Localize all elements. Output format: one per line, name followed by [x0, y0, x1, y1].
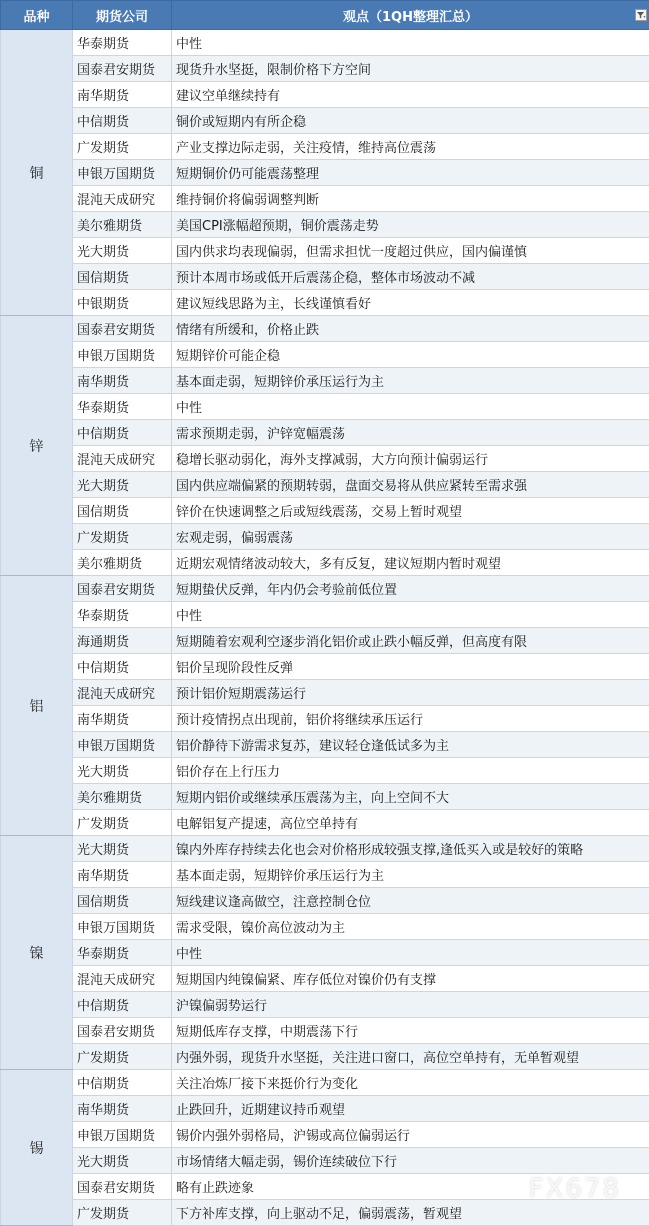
table-row — [1, 784, 649, 810]
company-cell[interactable]: 南华期货 — [73, 862, 172, 888]
table-row — [1, 1200, 649, 1226]
company-cell[interactable]: 中信期货 — [73, 108, 172, 134]
company-cell[interactable]: 光大期货 — [73, 472, 172, 498]
company-cell[interactable]: 国泰君安期货 — [73, 316, 172, 342]
view-cell[interactable]: 现货升水坚挺，限制价格下方空间 — [172, 56, 649, 82]
view-cell[interactable]: 产业支撑边际走弱，关注疫情，维持高位震荡 — [172, 134, 649, 160]
company-cell[interactable]: 申银万国期货 — [73, 342, 172, 368]
view-cell[interactable]: 短期蛰伏反弹，年内仍会考验前低位置 — [172, 576, 649, 602]
view-cell[interactable]: 镍内外库存持续去化也会对价格形成较强支撑,逢低买入或是较好的策略 — [172, 836, 649, 862]
view-cell[interactable]: 情绪有所缓和，价格止跌 — [172, 316, 649, 342]
company-cell[interactable]: 广发期货 — [73, 1200, 172, 1226]
view-cell[interactable]: 稳增长驱动弱化，海外支撑减弱，大方向预计偏弱运行 — [172, 446, 649, 472]
view-cell[interactable]: 需求预期走弱，沪锌宽幅震荡 — [172, 420, 649, 446]
table-row — [1, 992, 649, 1018]
company-cell[interactable]: 南华期货 — [73, 82, 172, 108]
view-cell[interactable]: 需求受限，镍价高位波动为主 — [172, 914, 649, 940]
company-cell[interactable]: 广发期货 — [73, 134, 172, 160]
view-cell[interactable]: 预计铝价短期震荡运行 — [172, 680, 649, 706]
company-cell[interactable]: 混沌天成研究 — [73, 680, 172, 706]
view-cell[interactable]: 内强外弱，现货升水坚挺，关注进口窗口，高位空单持有，无单暂观望 — [172, 1044, 649, 1070]
view-cell[interactable]: 短期随着宏观利空逐步消化铝价或止跌小幅反弹，但高度有限 — [172, 628, 649, 654]
company-cell[interactable]: 混沌天成研究 — [73, 966, 172, 992]
table-row — [1, 966, 649, 992]
header-view-label: 观点（1QH整理汇总） — [343, 10, 478, 25]
view-cell[interactable]: 建议空单继续持有 — [172, 82, 649, 108]
table-row — [1, 316, 649, 342]
company-cell[interactable]: 申银万国期货 — [73, 732, 172, 758]
variety-cell[interactable]: 铜 — [1, 30, 73, 316]
view-cell[interactable]: 基本面走弱，短期锌价承压运行为主 — [172, 862, 649, 888]
company-cell[interactable]: 海通期货 — [73, 628, 172, 654]
view-cell[interactable]: 略有止跌迹象 — [172, 1174, 649, 1200]
view-cell[interactable]: 短期内铝价或继续承压震荡为主，向上空间不大 — [172, 784, 649, 810]
table-row — [1, 1018, 649, 1044]
company-cell[interactable]: 国信期货 — [73, 264, 172, 290]
view-cell[interactable]: 基本面走弱，短期锌价承压运行为主 — [172, 368, 649, 394]
company-cell[interactable]: 申银万国期货 — [73, 160, 172, 186]
header-variety[interactable]: 品种 — [1, 1, 73, 30]
view-cell[interactable]: 关注冶炼厂接下来挺价行为变化 — [172, 1070, 649, 1096]
view-cell[interactable]: 锌价在快速调整之后或短线震荡，交易上暂时观望 — [172, 498, 649, 524]
table-row — [1, 1096, 649, 1122]
watermark-logo: FX678 — [529, 1174, 621, 1204]
view-cell[interactable]: 美国CPI涨幅超预期，铜价震荡走势 — [172, 212, 649, 238]
view-cell[interactable]: 短期铜价仍可能震荡整理 — [172, 160, 649, 186]
view-cell[interactable]: 预计本周市场或低开后震荡企稳，整体市场波动不减 — [172, 264, 649, 290]
table-row — [1, 680, 649, 706]
company-cell[interactable]: 广发期货 — [73, 524, 172, 550]
company-cell[interactable]: 国信期货 — [73, 498, 172, 524]
company-cell[interactable]: 国信期货 — [73, 888, 172, 914]
filter-dropdown-icon[interactable] — [635, 9, 647, 21]
company-cell[interactable]: 华泰期货 — [73, 602, 172, 628]
table-row — [1, 30, 649, 56]
table-row — [1, 1070, 649, 1096]
table-row — [1, 940, 649, 966]
view-cell[interactable]: 中性 — [172, 602, 649, 628]
company-cell[interactable]: 美尔雅期货 — [73, 784, 172, 810]
view-cell[interactable]: 宏观走弱，偏弱震荡 — [172, 524, 649, 550]
company-cell[interactable]: 国泰君安期货 — [73, 1018, 172, 1044]
company-cell[interactable]: 混沌天成研究 — [73, 446, 172, 472]
view-cell[interactable]: 铝价静待下游需求复苏，建议轻仓逢低试多为主 — [172, 732, 649, 758]
table-row — [1, 108, 649, 134]
view-cell[interactable]: 短期锌价可能企稳 — [172, 342, 649, 368]
view-cell[interactable]: 市场情绪大幅走弱，锡价连续破位下行 — [172, 1148, 649, 1174]
company-cell[interactable]: 中银期货 — [73, 290, 172, 316]
view-cell[interactable]: 中性 — [172, 30, 649, 56]
company-cell[interactable]: 光大期货 — [73, 1148, 172, 1174]
table-row — [1, 888, 649, 914]
variety-cell[interactable]: 锌 — [1, 316, 73, 576]
company-cell[interactable]: 光大期货 — [73, 836, 172, 862]
view-cell[interactable]: 建议短线思路为主，长线谨慎看好 — [172, 290, 649, 316]
table-row — [1, 212, 649, 238]
company-cell[interactable]: 南华期货 — [73, 1096, 172, 1122]
company-cell[interactable]: 美尔雅期货 — [73, 212, 172, 238]
header-row — [1, 1, 649, 30]
table-row — [1, 810, 649, 836]
company-cell[interactable]: 华泰期货 — [73, 30, 172, 56]
table-row — [1, 654, 649, 680]
table-row — [1, 1122, 649, 1148]
table-row — [1, 758, 649, 784]
view-cell[interactable]: 止跌回升，近期建议持币观望 — [172, 1096, 649, 1122]
table-row — [1, 706, 649, 732]
company-cell[interactable]: 广发期货 — [73, 810, 172, 836]
company-cell[interactable]: 华泰期货 — [73, 940, 172, 966]
company-cell[interactable]: 华泰期货 — [73, 394, 172, 420]
table-row — [1, 368, 649, 394]
view-cell[interactable]: 铝价呈现阶段性反弹 — [172, 654, 649, 680]
company-cell[interactable]: 广发期货 — [73, 1044, 172, 1070]
view-cell[interactable]: 国内供应端偏紧的预期转弱，盘面交易将从供应紧转至需求强 — [172, 472, 649, 498]
company-cell[interactable]: 国泰君安期货 — [73, 1174, 172, 1200]
table-row — [1, 160, 649, 186]
view-cell[interactable]: 国内供求均表现偏弱，但需求担忧一度超过供应，国内偏谨慎 — [172, 238, 649, 264]
company-cell[interactable]: 南华期货 — [73, 368, 172, 394]
header-view[interactable] — [172, 1, 649, 30]
table-row — [1, 420, 649, 446]
view-cell[interactable]: 铝价存在上行压力 — [172, 758, 649, 784]
view-cell[interactable]: 下方补库支撑，向上驱动不足，偏弱震荡，暂观望 — [172, 1200, 649, 1226]
table-row — [1, 446, 649, 472]
table-row — [1, 56, 649, 82]
company-cell[interactable]: 国泰君安期货 — [73, 56, 172, 82]
company-cell[interactable]: 申银万国期货 — [73, 914, 172, 940]
table-row — [1, 394, 649, 420]
table-row — [1, 290, 649, 316]
view-cell[interactable]: 维持铜价将偏弱调整判断 — [172, 186, 649, 212]
table-row — [1, 342, 649, 368]
company-cell[interactable]: 光大期货 — [73, 758, 172, 784]
view-cell[interactable]: 锡价内强外弱格局，沪锡或高位偏弱运行 — [172, 1122, 649, 1148]
table-row — [1, 602, 649, 628]
view-cell[interactable]: 沪镍偏弱势运行 — [172, 992, 649, 1018]
variety-cell[interactable]: 铝 — [1, 576, 73, 836]
view-cell[interactable]: 中性 — [172, 940, 649, 966]
view-cell[interactable]: 近期宏观情绪波动较大，多有反复，建议短期内暂时观望 — [172, 550, 649, 576]
view-cell[interactable]: 中性 — [172, 394, 649, 420]
view-cell[interactable]: 短期国内纯镍偏紧、库存低位对镍价仍有支撑 — [172, 966, 649, 992]
table-body — [1, 30, 649, 1226]
table-row — [1, 134, 649, 160]
company-cell[interactable]: 申银万国期货 — [73, 1122, 172, 1148]
company-cell[interactable]: 混沌天成研究 — [73, 186, 172, 212]
company-cell[interactable]: 中信期货 — [73, 420, 172, 446]
company-cell[interactable]: 中信期货 — [73, 1070, 172, 1096]
company-cell[interactable]: 国泰君安期货 — [73, 576, 172, 602]
table-row — [1, 498, 649, 524]
view-cell[interactable]: 铜价或短期内有所企稳 — [172, 108, 649, 134]
table-row — [1, 264, 649, 290]
table-row — [1, 576, 649, 602]
table-row — [1, 732, 649, 758]
view-cell[interactable]: 预计疫情拐点出现前，铝价将继续承压运行 — [172, 706, 649, 732]
table-row — [1, 1148, 649, 1174]
table-row — [1, 1174, 649, 1200]
header-company[interactable]: 期货公司 — [73, 1, 172, 30]
table-row — [1, 186, 649, 212]
company-cell[interactable]: 中信期货 — [73, 654, 172, 680]
table-row — [1, 524, 649, 550]
company-cell[interactable]: 中信期货 — [73, 992, 172, 1018]
company-cell[interactable]: 光大期货 — [73, 238, 172, 264]
table-row — [1, 472, 649, 498]
table-row — [1, 238, 649, 264]
variety-cell[interactable]: 镍 — [1, 836, 73, 1070]
view-cell[interactable]: 短期低库存支撑，中期震荡下行 — [172, 1018, 649, 1044]
view-cell[interactable]: 短线建议逢高做空，注意控制仓位 — [172, 888, 649, 914]
table-row — [1, 862, 649, 888]
table-row — [1, 550, 649, 576]
table-row — [1, 628, 649, 654]
view-cell[interactable]: 电解铝复产提速，高位空单持有 — [172, 810, 649, 836]
company-cell[interactable]: 南华期货 — [73, 706, 172, 732]
company-cell[interactable]: 美尔雅期货 — [73, 550, 172, 576]
table-row — [1, 82, 649, 108]
variety-cell[interactable]: 锡 — [1, 1070, 73, 1226]
table-row — [1, 836, 649, 862]
table-row — [1, 914, 649, 940]
table-row — [1, 1044, 649, 1070]
